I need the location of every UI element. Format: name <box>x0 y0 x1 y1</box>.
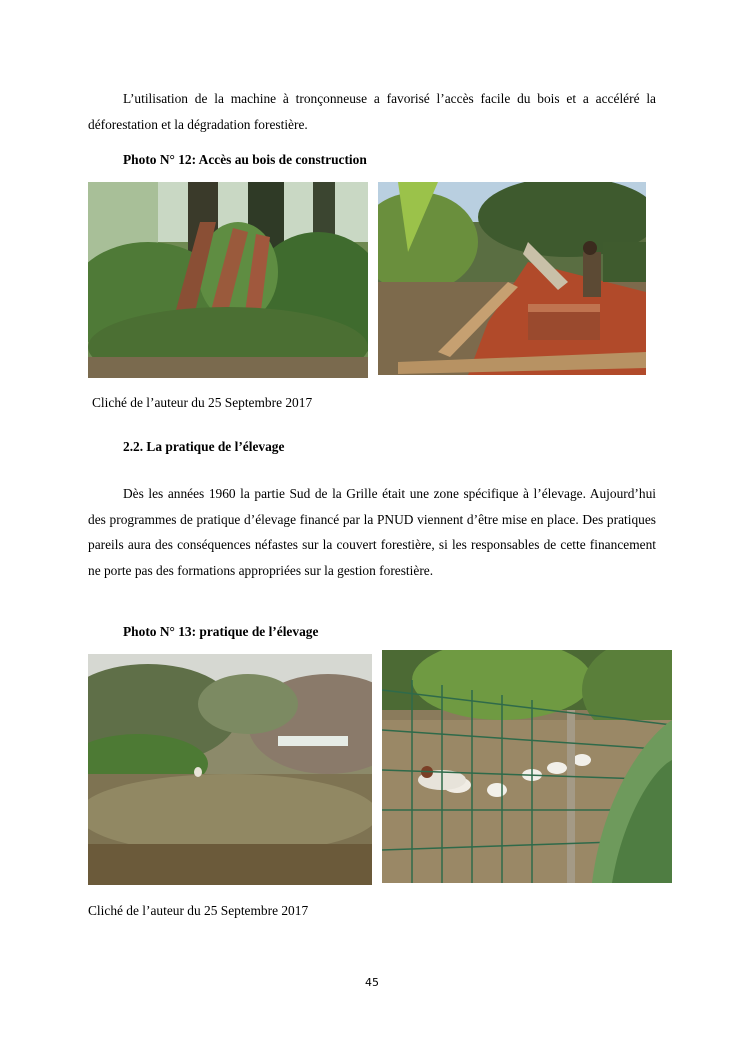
paragraph-chainsaw: L’utilisation de la machine à tronçonneuse a favorisé l’accès facile du bois et a accéléré la déforestation et la dégradation forestière. <box>88 91 656 132</box>
paragraph-elevage: Dès les années 1960 la partie Sud de la Grille était une zone spécifique à l’élevage. Aujourd’hui des programmes de pratique d’élevage financé par la PNUD viennent d’être mise en place. Des pratiques pareils aura des conséquences néfastes sur la couvert forestière, si les responsables de cette financement ne porte pas des formations appropriées sur la gestion forestière. <box>88 486 656 578</box>
photo-12-title: Photo N° 12: Accès au bois de construction <box>123 152 367 167</box>
photo-12-right-sawn-timber <box>378 182 646 375</box>
photo-13-right-goats-fence <box>382 650 672 883</box>
photo-13-caption: Cliché de l’auteur du 25 Septembre 2017 <box>88 903 309 918</box>
photo-13-title: Photo N° 13: pratique de l’élevage <box>123 624 319 639</box>
photo-13-left-cleared-land <box>88 654 372 885</box>
photo-12-left-timber-planks <box>88 182 368 378</box>
section-heading: 2.2. La pratique de l’élevage <box>123 439 285 454</box>
page-number: 45 <box>365 976 379 989</box>
photo-12-caption: Cliché de l’auteur du 25 Septembre 2017 <box>92 395 313 410</box>
